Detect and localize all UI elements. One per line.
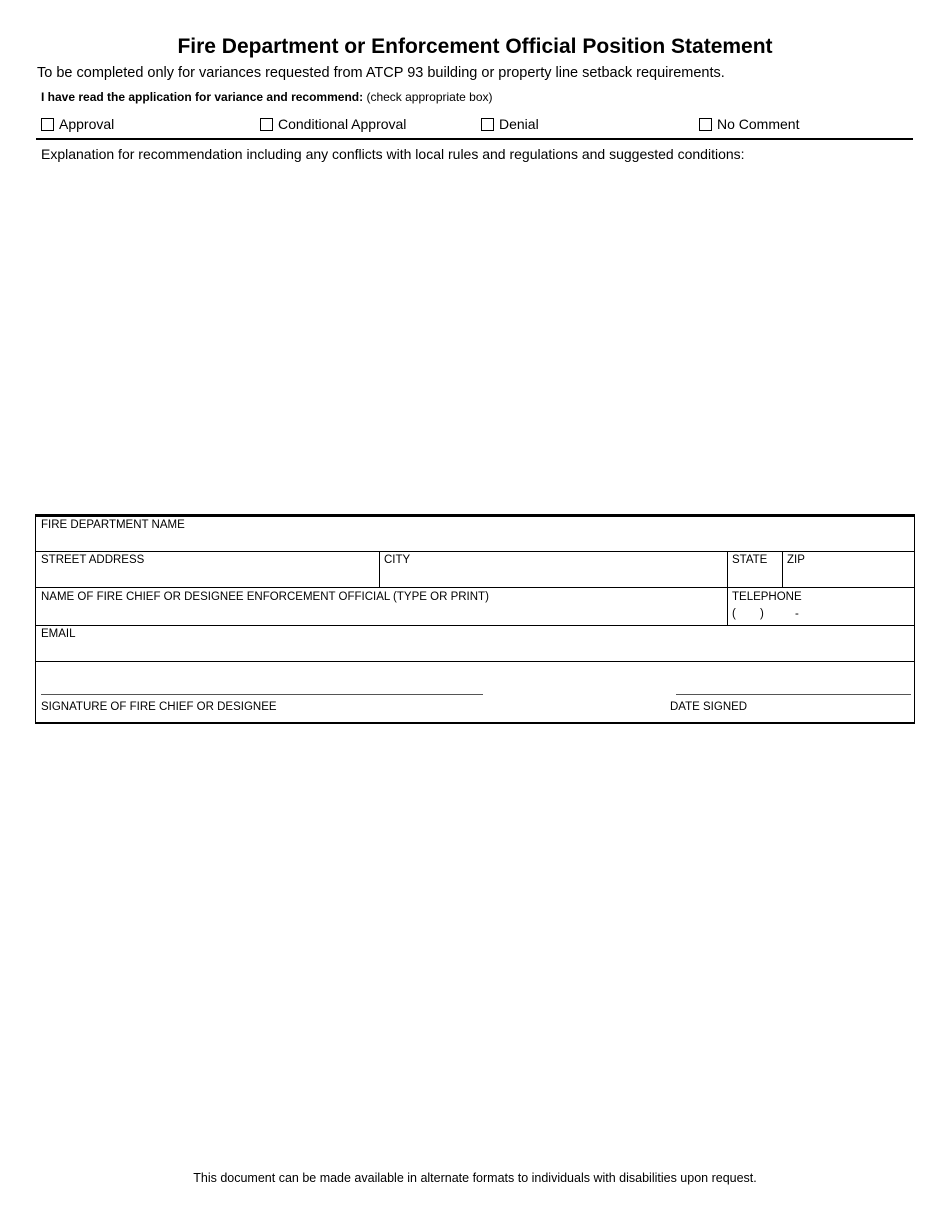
- no-comment-label: No Comment: [717, 116, 800, 132]
- telephone-dash: -: [795, 608, 799, 620]
- city-field[interactable]: [380, 552, 727, 587]
- denial-label: Denial: [499, 116, 539, 132]
- date-signed-line: [676, 694, 911, 695]
- signature-line: [41, 694, 483, 695]
- date-signed-field[interactable]: [676, 667, 911, 694]
- accessibility-note: This document can be made available in alternate formats to individuals with disabilities upon request.: [193, 1171, 757, 1185]
- city-label: CITY: [384, 554, 411, 566]
- denial-checkbox[interactable]: [481, 118, 494, 131]
- no-comment-checkbox[interactable]: [699, 118, 712, 131]
- conditional-approval-label: Conditional Approval: [278, 116, 407, 132]
- conditional-approval-checkbox[interactable]: [260, 118, 273, 131]
- street-address-label: STREET ADDRESS: [41, 554, 145, 566]
- date-signed-label: DATE SIGNED: [670, 701, 748, 713]
- recommend-prompt-bold: I have read the application for variance and recommend:: [41, 90, 364, 104]
- recommend-prompt: [41, 90, 493, 104]
- row-divider: [36, 661, 914, 662]
- state-field[interactable]: [728, 552, 782, 587]
- recommend-prompt-note: (check appropriate box): [366, 90, 493, 104]
- option-conditional-approval[interactable]: [260, 116, 406, 132]
- explanation-field[interactable]: [36, 170, 913, 505]
- telephone-area-open: (: [732, 608, 736, 620]
- fire-department-name-label: FIRE DEPARTMENT NAME: [41, 519, 185, 531]
- telephone-area-close: ): [760, 608, 764, 620]
- fire-department-name-field[interactable]: [36, 517, 914, 551]
- option-approval[interactable]: [41, 116, 114, 132]
- signature-label: SIGNATURE OF FIRE CHIEF OR DESIGNEE: [41, 701, 277, 713]
- option-no-comment[interactable]: [699, 116, 799, 132]
- zip-field[interactable]: [783, 552, 914, 587]
- chief-name-field[interactable]: [36, 588, 727, 625]
- instructions-subtitle: To be completed only for variances requested from ATCP 93 building or property line setback requirements.: [37, 65, 725, 81]
- signature-field[interactable]: [41, 667, 483, 694]
- approval-label: Approval: [59, 116, 115, 132]
- email-label: EMAIL: [41, 628, 76, 640]
- state-label: STATE: [732, 554, 768, 566]
- approval-checkbox[interactable]: [41, 118, 54, 131]
- telephone-label: TELEPHONE: [732, 591, 802, 603]
- chief-name-label: NAME OF FIRE CHIEF OR DESIGNEE ENFORCEMENT OFFICIAL (TYPE OR PRINT): [41, 591, 489, 603]
- contact-info-block: [35, 514, 915, 724]
- explanation-label: Explanation for recommendation including any conflicts with local rules and regulations and suggested conditions:: [41, 146, 745, 162]
- zip-label: ZIP: [787, 554, 805, 566]
- street-address-field[interactable]: [36, 552, 379, 587]
- telephone-field[interactable]: [728, 605, 914, 625]
- page-title: Fire Department or Enforcement Official Position Statement: [177, 35, 773, 58]
- option-denial[interactable]: [481, 116, 539, 132]
- options-divider: [36, 138, 913, 140]
- email-field[interactable]: [36, 626, 914, 661]
